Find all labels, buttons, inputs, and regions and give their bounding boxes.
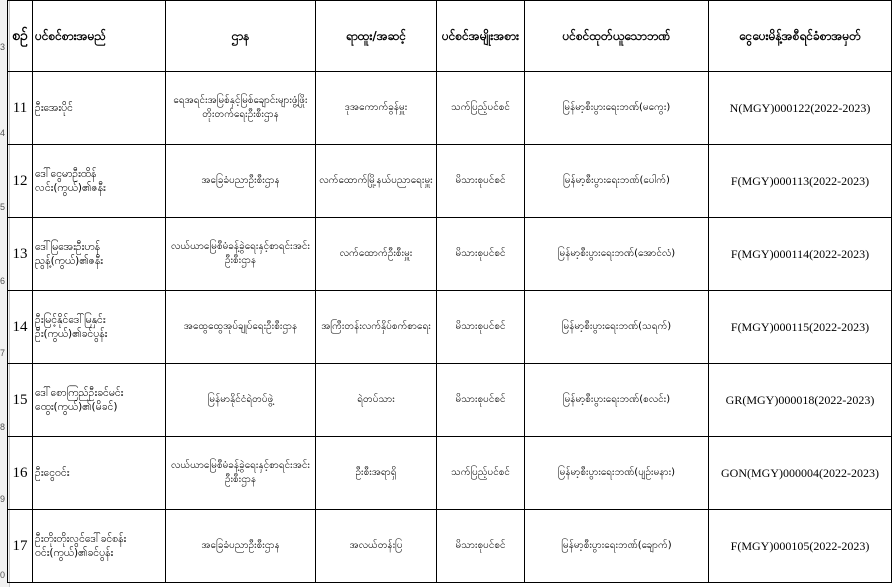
cell-permit-no[interactable]: N(MGY)000122(2022-2023)	[709, 72, 892, 145]
cell-position[interactable]: လက်ထောက်ဦးစီးမှူး	[316, 218, 437, 291]
cell-name[interactable]: ဒေါ်ငွေမာဦးထိန်လင်း(ကွယ်)၏ဇနီး	[33, 145, 166, 218]
cell-permit-no[interactable]: F(MGY)000115(2022-2023)	[709, 291, 892, 364]
cell-permit-no[interactable]: GR(MGY)000018(2022-2023)	[709, 364, 892, 437]
cell-position[interactable]: လက်ထောက်မြို့နယ်ပညာရေးမှူး	[316, 145, 437, 218]
cell-no[interactable]: 13	[8, 218, 33, 291]
cell-department[interactable]: အထွေထွေအုပ်ချုပ်ရေးဦးစီးဌာန	[166, 291, 316, 364]
header-paying-bank[interactable]: ပင်စင်ထုတ်ယူသောဘဏ်	[525, 1, 709, 72]
cell-pension-type[interactable]: မိသားစုပင်စင်	[437, 145, 525, 218]
cell-name[interactable]: ဦးတိုးတိုးလွင်ဒေါ်ခင်စန်းဝင်း(ကွယ်)၏ခင်ပွန်း	[33, 510, 166, 583]
cell-no[interactable]: 17	[8, 510, 33, 583]
cell-no[interactable]: 12	[8, 145, 33, 218]
cell-department[interactable]: လယ်ယာမြေစီမံခန့်ခွဲရေးနှင့်စာရင်းအင်းဦးစီးဌာန	[166, 218, 316, 291]
cell-pension-type[interactable]: မိသားစုပင်စင်	[437, 364, 525, 437]
header-department[interactable]: ဌာန	[166, 1, 316, 72]
cell-permit-no[interactable]: F(MGY)000114(2022-2023)	[709, 218, 892, 291]
table-row	[8, 437, 892, 510]
cell-position[interactable]: အကြီးတန်းလက်နှိပ်စက်စာရေး	[316, 291, 437, 364]
cell-paying-bank[interactable]: မြန်မာ့စီးပွားရေးဘဏ်(ချောက်)	[525, 510, 709, 583]
cell-pension-type[interactable]: သက်ပြည့်ပင်စင်	[437, 72, 525, 145]
cell-name[interactable]: ဦးအေးပိုင်	[33, 72, 166, 145]
cell-no[interactable]: 15	[8, 364, 33, 437]
pension-table	[7, 0, 892, 583]
cell-pension-type[interactable]: မိသားစုပင်စင်	[437, 218, 525, 291]
table-row	[8, 218, 892, 291]
row-number[interactable]: 3	[0, 42, 6, 52]
row-number[interactable]: 0	[0, 570, 6, 580]
cell-no[interactable]: 16	[8, 437, 33, 510]
cell-position[interactable]: အလယ်တန်းပြ	[316, 510, 437, 583]
cell-department[interactable]: လယ်ယာမြေစီမံခန့်ခွဲရေးနှင့်စာရင်းအင်းဦးစီးဌာန	[166, 437, 316, 510]
cell-paying-bank[interactable]: မြန်မာ့စီးပွားရေးဘဏ်(သရက်)	[525, 291, 709, 364]
table-row	[8, 72, 892, 145]
cell-name[interactable]: ဦးငွေဝင်း	[33, 437, 166, 510]
cell-paying-bank[interactable]: မြန်မာ့စီးပွားရေးဘဏ်(မကွေး)	[525, 72, 709, 145]
row-number[interactable]: 8	[0, 422, 6, 432]
cell-pension-type[interactable]: မိသားစုပင်စင်	[437, 291, 525, 364]
cell-department[interactable]: ရေအရင်းအမြစ်နှင့်မြစ်ချောင်းများဖွံ့ဖြိုးတိုးတက်ရေးဦးစီးဌာန	[166, 72, 316, 145]
table-row	[8, 291, 892, 364]
cell-paying-bank[interactable]: မြန်မာ့စီးပွားရေးဘဏ်(ပေါက်)	[525, 145, 709, 218]
row-number[interactable]: 6	[0, 276, 6, 286]
cell-name[interactable]: ဒေါ်မြအေးဦးဟန်ညွန့်(ကွယ်)၏ဇနီး	[33, 218, 166, 291]
row-number[interactable]: 7	[0, 348, 6, 358]
header-no[interactable]: စဉ်	[8, 1, 33, 72]
cell-department[interactable]: အခြေခံပညာဦးစီးဌာန	[166, 145, 316, 218]
row-number[interactable]: 9	[0, 494, 6, 504]
cell-name[interactable]: ဒေါ်စောကြည်ဦးခင်မင်းထွေး(ကွယ်)၏(မိခင်)	[33, 364, 166, 437]
cell-no[interactable]: 11	[8, 72, 33, 145]
cell-position[interactable]: ရဲတပ်သား	[316, 364, 437, 437]
cell-permit-no[interactable]: GON(MGY)000004(2022-2023)	[709, 437, 892, 510]
table-row	[8, 145, 892, 218]
header-permit-no[interactable]: ငွေပေးမိန့်အစီရင်ခံစာအမှတ်	[709, 1, 892, 72]
header-row	[8, 1, 892, 72]
header-name[interactable]: ပင်စင်စားအမည်	[33, 1, 166, 72]
row-number[interactable]: 5	[0, 202, 6, 212]
cell-department[interactable]: မြန်မာနိုင်ငံရဲတပ်ဖွဲ့	[166, 364, 316, 437]
header-pension-type[interactable]: ပင်စင်အမျိုးအစား	[437, 1, 525, 72]
cell-department[interactable]: အခြေခံပညာဦးစီးဌာန	[166, 510, 316, 583]
cell-paying-bank[interactable]: မြန်မာ့စီးပွားရေးဘဏ်(အောင်လံ)	[525, 218, 709, 291]
row-number[interactable]: 4	[0, 128, 6, 138]
table-row	[8, 510, 892, 583]
cell-permit-no[interactable]: F(MGY)000105(2022-2023)	[709, 510, 892, 583]
cell-position[interactable]: ဒုအကောက်ခွန်မှူး	[316, 72, 437, 145]
cell-pension-type[interactable]: မိသားစုပင်စင်	[437, 510, 525, 583]
cell-paying-bank[interactable]: မြန်မာ့စီးပွားရေးဘဏ်(ပျဉ်းမနား)	[525, 437, 709, 510]
cell-permit-no[interactable]: F(MGY)000113(2022-2023)	[709, 145, 892, 218]
table-row	[8, 364, 892, 437]
cell-no[interactable]: 14	[8, 291, 33, 364]
cell-name[interactable]: ဦးမြင့်နိုင်ဒေါ်မြနှင်းဦး(ကွယ်)၏ခင်ပွန်း	[33, 291, 166, 364]
header-position[interactable]: ရာထူး/အဆင့်	[316, 1, 437, 72]
cell-pension-type[interactable]: သက်ပြည့်ပင်စင်	[437, 437, 525, 510]
cell-paying-bank[interactable]: မြန်မာ့စီးပွားရေးဘဏ်(စလင်း)	[525, 364, 709, 437]
cell-position[interactable]: ဦးစီးအရာရှိ	[316, 437, 437, 510]
